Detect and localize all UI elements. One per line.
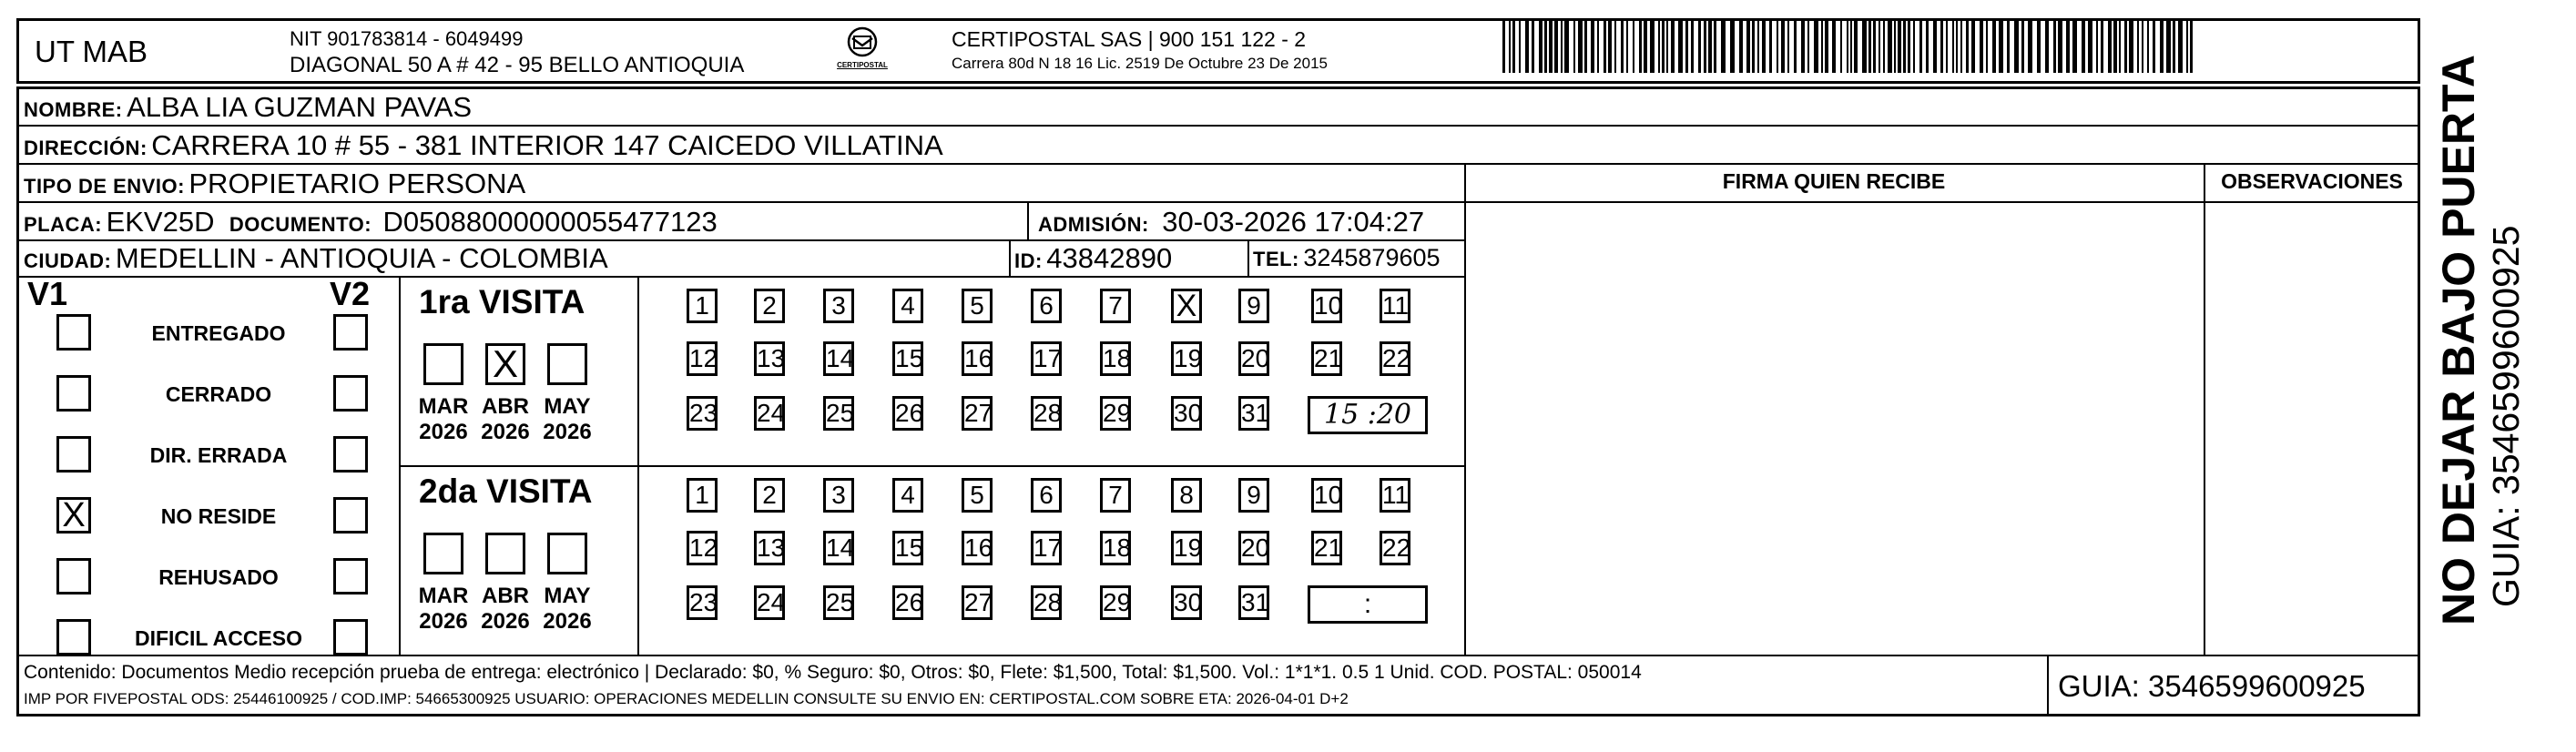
id-value: 43842890 [1046, 242, 1173, 274]
day-box[interactable]: 22 [1380, 531, 1410, 565]
status-label: ENTREGADO [151, 321, 286, 345]
day-box[interactable]: 29 [1100, 396, 1131, 431]
month-year: 2026 [543, 609, 592, 634]
v1-checkbox[interactable] [56, 436, 91, 473]
v1-checkbox[interactable] [56, 558, 91, 594]
admision-value: 30-03-2026 17:04:27 [1162, 206, 1425, 238]
day-box[interactable]: 31 [1238, 396, 1269, 431]
day-box[interactable]: 14 [823, 341, 854, 376]
day-box[interactable]: 17 [1031, 531, 1062, 565]
time-box[interactable]: 15 :20 [1308, 396, 1428, 434]
month-checkbox[interactable] [485, 533, 525, 574]
v1-checkbox[interactable]: X [56, 497, 91, 534]
month-name: MAR [418, 394, 469, 419]
day-box[interactable]: 24 [754, 585, 785, 620]
barcode-bar [1825, 20, 1828, 73]
visit-divider [637, 465, 1464, 467]
admision-cell [1038, 206, 1424, 239]
barcode [1502, 20, 2194, 73]
month-name: MAR [418, 584, 469, 608]
placa-row [24, 206, 718, 239]
barcode-bar [1721, 20, 1726, 73]
barcode-bar [1532, 20, 1534, 73]
ciudad-row [24, 242, 608, 275]
day-box[interactable]: 12 [687, 531, 718, 565]
v1-checkbox[interactable] [56, 375, 91, 412]
barcode-bar [1539, 20, 1543, 73]
barcode-bar [1578, 20, 1583, 73]
barcode-bar [1903, 20, 1906, 73]
barcode-bar [1926, 20, 1929, 73]
month-year: 2026 [481, 420, 530, 444]
barcode-bar [1691, 20, 1694, 73]
documento-label: DOCUMENTO: [229, 213, 372, 236]
barcode-bar [1666, 20, 1668, 73]
day-box[interactable]: 19 [1171, 531, 1202, 565]
direccion-value: CARRERA 10 # 55 - 381 INTERIOR 147 CAICEDO VILLATINA [151, 129, 943, 161]
day-box[interactable]: 7 [1100, 478, 1131, 513]
barcode-bar [2124, 20, 2127, 73]
month-checkbox[interactable]: X [485, 343, 525, 385]
company-name: UT MAB [35, 35, 148, 68]
barcode-bar [1960, 20, 1962, 73]
month-checkbox[interactable] [547, 533, 587, 574]
day-box[interactable]: 24 [754, 396, 785, 431]
v1-header: V1 [27, 275, 68, 312]
day-box[interactable]: 8 [1171, 478, 1202, 513]
day-box[interactable]: 9 [1238, 478, 1269, 513]
tipo-value: PROPIETARIO PERSONA [188, 168, 526, 199]
direccion-row [24, 129, 943, 162]
month-checkbox[interactable] [423, 533, 463, 574]
v2-checkbox[interactable] [333, 314, 368, 351]
day-box[interactable]: 26 [892, 396, 923, 431]
col-divider [399, 276, 401, 655]
nombre-label: NOMBRE: [24, 98, 123, 121]
barcode-bar [2028, 20, 2032, 73]
no-dejar-warning: NO DEJAR BAJO PUERTA [2433, 55, 2484, 625]
visit-title: 1ra VISITA [419, 283, 585, 320]
barcode-bar [2142, 20, 2143, 73]
placa-value: EKV25D [106, 206, 215, 238]
day-box[interactable]: 20 [1238, 531, 1269, 565]
day-box[interactable]: 21 [1311, 531, 1342, 565]
day-box[interactable]: 13 [754, 341, 785, 376]
barcode-bar [1509, 20, 1511, 73]
barcode-bar [1757, 20, 1759, 73]
placa-label: PLACA: [24, 213, 103, 236]
barcode-bar [1980, 20, 1983, 73]
signature-area[interactable] [1468, 203, 2200, 653]
barcode-bar [1714, 20, 1716, 73]
barcode-bar [1986, 20, 1988, 73]
barcode-bar [1908, 20, 1910, 73]
day-box[interactable]: 11 [1380, 478, 1410, 513]
barcode-bar [2037, 20, 2041, 73]
day-box[interactable]: 19 [1171, 341, 1202, 376]
day-box[interactable]: 10 [1311, 478, 1342, 513]
barcode-bar [2186, 20, 2188, 73]
firma-header: FIRMA QUIEN RECIBE [1722, 169, 1946, 193]
col-divider [1027, 201, 1029, 239]
barcode-bar [1554, 20, 1558, 73]
day-box[interactable]: 6 [1031, 478, 1062, 513]
barcode-bar [1544, 20, 1547, 73]
barcode-bar [1626, 20, 1628, 73]
day-box[interactable]: 3 [823, 289, 854, 323]
tel-cell [1253, 244, 1441, 272]
barcode-bar [1956, 20, 1958, 73]
barcode-bar [1678, 20, 1683, 73]
day-box[interactable]: 27 [962, 585, 993, 620]
certipostal-info: CERTIPOSTAL SAS | 900 151 122 - 2 [952, 27, 1307, 51]
barcode-bar [2153, 20, 2155, 73]
side-panel [2427, 55, 2540, 625]
v2-checkbox[interactable] [333, 619, 368, 655]
barcode-bar [1888, 20, 1892, 73]
time-box[interactable]: : [1308, 585, 1428, 624]
day-box[interactable]: 12 [687, 341, 718, 376]
barcode-bar [2147, 20, 2149, 73]
col-divider [2204, 163, 2205, 655]
day-box[interactable]: 14 [823, 531, 854, 565]
day-box[interactable]: 5 [962, 289, 993, 323]
barcode-bar [1777, 20, 1778, 73]
barcode-bar [1564, 20, 1569, 73]
barcode-bar [2108, 20, 2112, 73]
barcode-bar [1708, 20, 1712, 73]
barcode-bar [1525, 20, 1529, 73]
row-divider [16, 125, 2420, 127]
barcode-bar [2160, 20, 2164, 73]
envelope-seal-icon [844, 25, 881, 58]
barcode-bar [1794, 20, 1797, 73]
col-divider [1464, 163, 1466, 655]
day-box[interactable]: 30 [1171, 396, 1202, 431]
day-box[interactable]: 4 [892, 478, 923, 513]
day-box[interactable]: 29 [1100, 585, 1131, 620]
day-box[interactable]: 25 [823, 396, 854, 431]
barcode-bar [1913, 20, 1915, 73]
day-box[interactable]: 1 [687, 478, 718, 513]
visit-divider [399, 465, 637, 467]
barcode-bar [2007, 20, 2010, 73]
barcode-bar [2190, 20, 2193, 73]
barcode-bar [1639, 20, 1642, 73]
barcode-bar [1873, 20, 1876, 73]
day-box[interactable]: 10 [1311, 289, 1342, 323]
day-box[interactable]: 31 [1238, 585, 1269, 620]
barcode-bar [1730, 20, 1735, 73]
day-box[interactable]: 26 [892, 585, 923, 620]
day-box[interactable]: 9 [1238, 289, 1269, 323]
barcode-bar [1621, 20, 1624, 73]
tipo-row [24, 168, 525, 200]
ciudad-value: MEDELLIN - ANTIOQUIA - COLOMBIA [115, 242, 608, 274]
day-box[interactable]: X [1171, 289, 1202, 323]
admision-label: ADMISIÓN: [1038, 213, 1149, 236]
barcode-bar [1919, 20, 1922, 73]
tel-label: TEL: [1253, 248, 1299, 270]
day-box[interactable]: 16 [962, 531, 993, 565]
month-year: 2026 [481, 609, 530, 634]
barcode-bar [1650, 20, 1655, 73]
barcode-bar [2166, 20, 2171, 73]
certipostal-license: Carrera 80d N 18 16 Lic. 2519 De Octubre 23 De 2015 [952, 55, 1328, 72]
imp-text: IMP POR FIVEPOSTAL ODS: 25446100925 / COD.IMP: 54665300925 USUARIO: OPERACIONES MEDELLIN CONSULTE SU ENVIO EN: CERTIPOSTAL.COM SOBRE ETA: 2026-04-01 D+2 [24, 690, 1349, 707]
barcode-bar [1597, 20, 1599, 73]
barcode-bar [2045, 20, 2049, 73]
month-checkbox[interactable] [547, 343, 587, 385]
day-box[interactable]: 22 [1380, 341, 1410, 376]
day-box[interactable]: 7 [1100, 289, 1131, 323]
barcode-bar [1644, 20, 1647, 73]
day-box[interactable]: 5 [962, 478, 993, 513]
day-box[interactable]: 15 [892, 341, 923, 376]
status-label: DIFICIL ACCESO [134, 626, 302, 650]
barcode-bar [1999, 20, 2003, 73]
day-box[interactable]: 13 [754, 531, 785, 565]
barcode-bar [2173, 20, 2175, 73]
barcode-bar [1807, 20, 1809, 73]
barcode-bar [1781, 20, 1785, 73]
row-divider [16, 655, 2420, 656]
barcode-bar [1762, 20, 1766, 73]
barcode-bar [1752, 20, 1755, 73]
month-year: 2026 [419, 420, 468, 444]
barcode-bar [1933, 20, 1937, 73]
barcode-bar [2072, 20, 2077, 73]
month-name: ABR [482, 584, 529, 608]
barcode-bar [1591, 20, 1594, 73]
col-divider [1247, 239, 1249, 276]
barcode-bar [1801, 20, 1805, 73]
day-box[interactable]: 15 [892, 531, 923, 565]
side-guia: GUIA: 3546599600925 [2485, 225, 2527, 607]
barcode-bar [2014, 20, 2019, 73]
day-box[interactable]: 21 [1311, 341, 1342, 376]
status-label: CERRADO [165, 382, 272, 406]
barcode-bar [1769, 20, 1772, 73]
day-box[interactable]: 18 [1100, 531, 1131, 565]
v1-checkbox[interactable] [56, 314, 91, 351]
day-box[interactable]: 6 [1031, 289, 1062, 323]
barcode-bar [1662, 20, 1665, 73]
barcode-bar [1847, 20, 1848, 73]
id-label: ID: [1014, 249, 1043, 272]
month-year: 2026 [543, 420, 592, 444]
barcode-bar [2053, 20, 2056, 73]
barcode-bar [1561, 20, 1563, 73]
v2-checkbox[interactable] [333, 497, 368, 534]
day-box[interactable]: 27 [962, 396, 993, 431]
nombre-value: ALBA LIA GUZMAN PAVAS [127, 91, 473, 123]
visit-title: 2da VISITA [419, 473, 593, 510]
barcode-bar [1840, 20, 1842, 73]
month-name: MAY [544, 584, 591, 608]
barcode-bar [1549, 20, 1553, 73]
barcode-bar [2129, 20, 2133, 73]
barcode-bar [1698, 20, 1701, 73]
barcode-bar [1746, 20, 1750, 73]
barcode-bar [1898, 20, 1901, 73]
barcode-bar [1832, 20, 1836, 73]
day-box[interactable]: 20 [1238, 341, 1269, 376]
v2-checkbox[interactable] [333, 375, 368, 412]
day-box[interactable]: 1 [687, 289, 718, 323]
barcode-bar [1946, 20, 1948, 73]
logo-text: CERTIPOSTAL [837, 61, 888, 69]
tel-value: 3245879605 [1303, 244, 1441, 271]
barcode-bar [1862, 20, 1867, 73]
day-box[interactable]: 28 [1031, 396, 1062, 431]
row-divider [16, 163, 2420, 165]
barcode-bar [2137, 20, 2139, 73]
barcode-bar [1952, 20, 1954, 73]
barcode-bar [2119, 20, 2121, 73]
barcode-bar [1787, 20, 1789, 73]
barcode-bar [1704, 20, 1706, 73]
day-box[interactable]: 23 [687, 396, 718, 431]
col-divider [637, 276, 639, 655]
barcode-bar [1971, 20, 1975, 73]
col-divider [2047, 655, 2049, 716]
day-box[interactable]: 25 [823, 585, 854, 620]
status-label: DIR. ERRADA [149, 443, 288, 467]
barcode-bar [2021, 20, 2024, 73]
barcode-bar [1966, 20, 1969, 73]
month-name: MAY [544, 394, 591, 419]
barcode-bar [1685, 20, 1688, 73]
v1-checkbox[interactable] [56, 619, 91, 655]
barcode-bar [1814, 20, 1818, 73]
observaciones-header: OBSERVACIONES [2221, 169, 2403, 193]
barcode-bar [1739, 20, 1743, 73]
barcode-bar [2088, 20, 2092, 73]
barcode-bar [1868, 20, 1871, 73]
day-box[interactable]: 4 [892, 289, 923, 323]
observations-area[interactable] [2207, 203, 2418, 653]
status-label: NO RESIDE [160, 504, 277, 528]
barcode-bar [1854, 20, 1858, 73]
barcode-bar [1992, 20, 1996, 73]
barcode-bar [1512, 20, 1515, 73]
barcode-bar [1519, 20, 1521, 73]
ciudad-label: CIUDAD: [24, 249, 112, 272]
barcode-bar [2058, 20, 2062, 73]
day-box[interactable]: 16 [962, 341, 993, 376]
barcode-bar [1604, 20, 1606, 73]
col-divider [1009, 239, 1011, 276]
barcode-bar [1608, 20, 1612, 73]
status-label: REHUSADO [158, 565, 279, 589]
barcode-bar [1502, 20, 1505, 73]
barcode-bar [1821, 20, 1823, 73]
row-divider [16, 276, 1464, 278]
documento-value: D05088000000055477123 [382, 206, 718, 238]
v2-header: V2 [330, 275, 371, 312]
barcode-bar [2096, 20, 2098, 73]
direccion-label: DIRECCIÓN: [24, 137, 148, 159]
nit-text: NIT 901783814 - 6049499 [290, 27, 524, 50]
barcode-bar [2101, 20, 2103, 73]
barcode-bar [1879, 20, 1880, 73]
v2-checkbox[interactable] [333, 558, 368, 594]
barcode-bar [1658, 20, 1660, 73]
barcode-bar [2113, 20, 2117, 73]
barcode-bar [1850, 20, 1852, 73]
barcode-bar [2066, 20, 2070, 73]
tipo-label: TIPO DE ENVIO: [24, 175, 185, 198]
barcode-bar [1671, 20, 1675, 73]
day-box[interactable]: 28 [1031, 585, 1062, 620]
barcode-bar [2082, 20, 2085, 73]
barcode-bar [1614, 20, 1616, 73]
day-box[interactable]: 3 [823, 478, 854, 513]
barcode-bar [1894, 20, 1896, 73]
day-box[interactable]: 18 [1100, 341, 1131, 376]
day-box[interactable]: 11 [1380, 289, 1410, 323]
footer-guia: GUIA: 3546599600925 [2058, 669, 2366, 703]
day-box[interactable]: 23 [687, 585, 718, 620]
day-box[interactable]: 30 [1171, 585, 1202, 620]
id-cell [1014, 242, 1172, 275]
month-checkbox[interactable] [423, 343, 463, 385]
certipostal-logo [833, 25, 891, 78]
contenido-text: Contenido: Documentos Medio recepción prueba de entrega: electrónico | Declarado: $0, % Seguro: $0, Otros: $0, Flete: $1,500, Total: $1,500. Vol.: 1*1*1. 0.5 1 Unid. COD. POSTAL: 050014 [24, 662, 1642, 683]
day-box[interactable]: 2 [754, 289, 785, 323]
barcode-bar [1573, 20, 1575, 73]
day-box[interactable]: 2 [754, 478, 785, 513]
issuer-address: DIAGONAL 50 A # 42 - 95 BELLO ANTIOQUIA [290, 53, 745, 77]
month-name: ABR [482, 394, 529, 419]
barcode-bar [2178, 20, 2183, 73]
v2-checkbox[interactable] [333, 436, 368, 473]
barcode-bar [1940, 20, 1943, 73]
month-year: 2026 [419, 609, 468, 634]
day-box[interactable]: 17 [1031, 341, 1062, 376]
barcode-bar [1633, 20, 1634, 73]
barcode-bar [1584, 20, 1587, 73]
nombre-row [24, 91, 472, 124]
barcode-bar [1883, 20, 1885, 73]
